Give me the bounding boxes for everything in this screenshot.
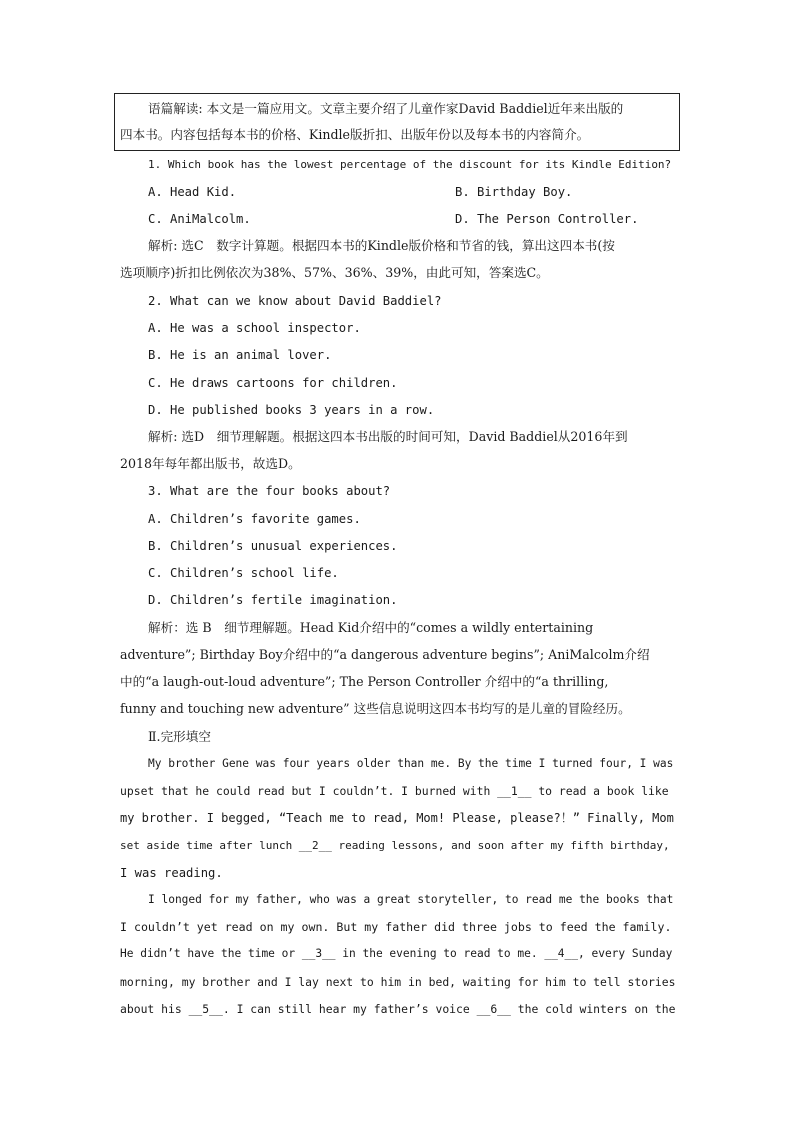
section-title: Ⅱ.完形填空 (148, 729, 211, 744)
q1-option-a-text: A. Head Kid. (148, 185, 237, 199)
q1-option-b: B. Birthday Boy. (455, 185, 573, 199)
q2-option-a: A. He was a school inspector. (148, 321, 361, 335)
q3-option-d: D. Children’s fertile imagination. (148, 593, 398, 607)
summary-line-1: 语篇解读: 本文是一篇应用文。文章主要介绍了儿童作家David Baddiel近年来出版的 (148, 101, 624, 116)
q1-option-c: C. AniMalcolm. (148, 212, 251, 226)
cloze-p2-line-2: I couldn’t yet read on my own. But my father did three jobs to feed the family. (120, 920, 672, 934)
q2-analysis-line-1: 解析: 选D 细节理解题。根据这四本书出版的时间可知，David Baddiel从2016年到 (148, 429, 628, 444)
cloze-p1-line-1: My brother Gene was four years older than me. By the time I turned four, I was (148, 757, 674, 770)
cloze-p1-line-5: I was reading. (120, 866, 223, 880)
q2-option-c: C. He draws cartoons for children. (148, 376, 398, 390)
cloze-p2-line-5: about his __5__. I can still hear my father’s voice __6__ the cold winters on the (120, 1002, 676, 1016)
q1-analysis-line-1: 解析: 选C 数字计算题。根据四本书的Kindle版价格和节省的钱，算出这四本书(按 (148, 238, 615, 253)
question-1-stem: 1. Which book has the lowest percentage of the discount for its Kindle Edition? (148, 158, 672, 171)
q3-option-c: C. Children’s school life. (148, 566, 339, 580)
q3-option-a: A. Children’s favorite games. (148, 512, 361, 526)
q3-analysis-line-3: 中的“a laugh-out-loud adventure”; The Person Controller 介绍中的“a thrilling, (120, 674, 609, 689)
question-2-stem: 2. What can we know about David Baddiel? (148, 294, 442, 308)
q3-option-b: B. Children’s unusual experiences. (148, 539, 398, 553)
q2-option-d: D. He published books 3 years in a row. (148, 403, 435, 417)
q1-analysis-line-2: 选项顺序)折扣比例依次为38%、57%、36%、39%，由此可知，答案选C。 (120, 265, 549, 280)
cloze-p1-line-3: my brother. I begged, “Teach me to read, Mom! Please, please?！” Finally, Mom (120, 811, 674, 825)
q3-analysis-line-4: funny and touching new adventure” 这些信息说明这四本书均写的是儿童的冒险经历。 (120, 701, 631, 716)
summary-line-2: 四本书。内容包括每本书的价格、Kindle版折扣、出版年份以及每本书的内容简介。 (120, 127, 590, 142)
q3-analysis-line-2: adventure”; Birthday Boy介绍中的“a dangerous adventure begins”; AniMalcolm介绍 (120, 647, 650, 662)
q1-option-d: D. The Person Controller. (455, 212, 639, 226)
cloze-p2-line-3: He didn’t have the time or __3__ in the evening to read to me. __4__, every Sunday (120, 947, 673, 960)
cloze-p2-line-1: I longed for my father, who was a great storyteller, to read me the books that (148, 893, 674, 906)
question-3-stem: 3. What are the four books about? (148, 484, 391, 498)
cloze-p1-line-4: set aside time after lunch __2__ reading lessons, and soon after my fifth birthday, (120, 839, 670, 852)
q3-analysis-line-1: 解析：选 B 细节理解题。Head Kid介绍中的“comes a wildly entertaining (148, 620, 594, 635)
q2-option-b: B. He is an animal lover. (148, 348, 332, 362)
cloze-p2-line-4: morning, my brother and I lay next to him in bed, waiting for him to tell stories (120, 975, 676, 989)
cloze-p1-line-2: upset that he could read but I couldn’t. I burned with __1__ to read a book like (120, 784, 669, 798)
q2-analysis-line-2: 2018年每年都出版书，故选D。 (120, 456, 301, 471)
